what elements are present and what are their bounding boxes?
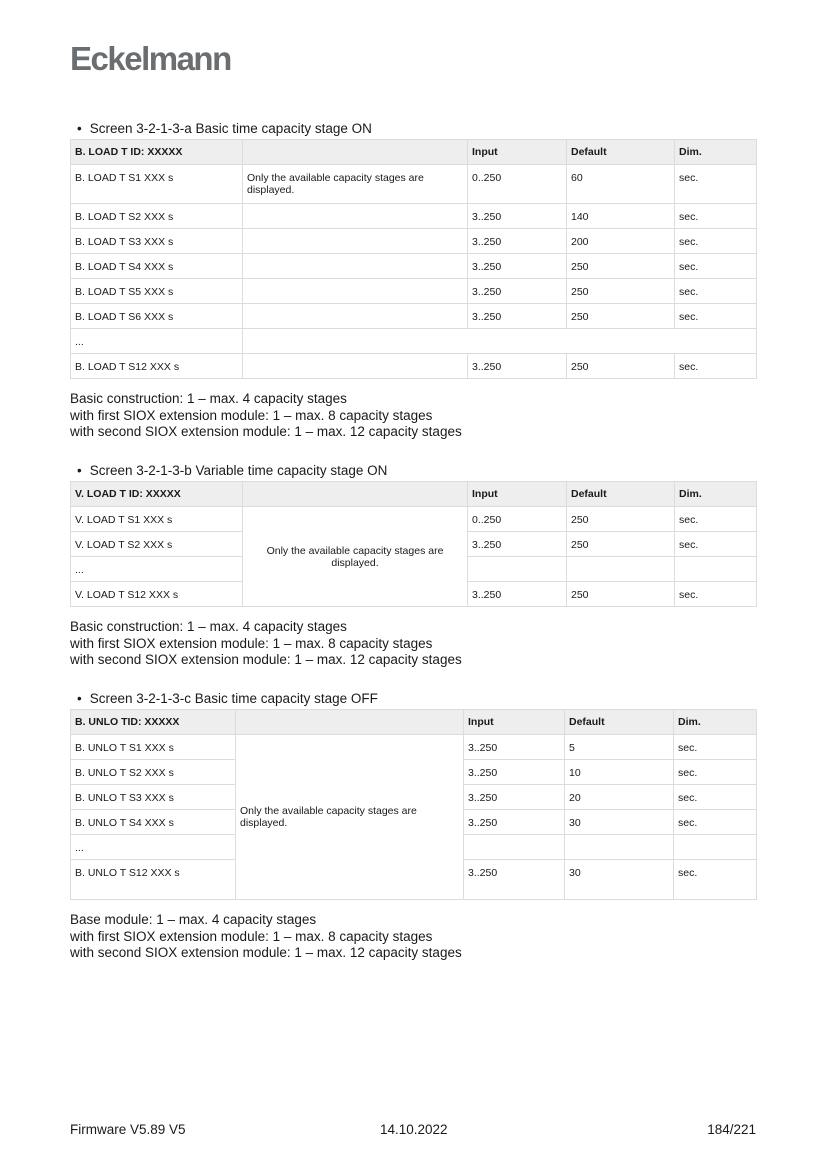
ellipsis: ... <box>71 557 243 582</box>
header-cell: Input <box>468 482 567 507</box>
note-line: with second SIOX extension module: 1 – max. 12 capacity stages <box>70 652 462 667</box>
row-default: 5 <box>565 735 674 760</box>
table-variable-time-on <box>70 481 757 607</box>
footer-page-number: 184/221 <box>707 1122 756 1137</box>
row-input: 3..250 <box>468 204 567 229</box>
note-line: with first SIOX extension module: 1 – max. 8 capacity stages <box>70 407 433 423</box>
row-dim: sec. <box>674 860 757 900</box>
note-line: with first SIOX extension module: 1 – max. 8 capacity stages <box>70 928 433 944</box>
row-dim: sec. <box>675 229 757 254</box>
row-comment: Only the available capacity stages are displayed. <box>243 165 468 204</box>
row-input: 3..250 <box>468 279 567 304</box>
row-dim: sec. <box>675 304 757 329</box>
table-header-row <box>71 482 757 507</box>
row-label: B. UNLO T S3 XXX s <box>71 785 236 810</box>
row-default: 30 <box>565 810 674 835</box>
table-row <box>71 304 757 329</box>
header-cell: Default <box>567 482 675 507</box>
row-comment: Only the available capacity stages are displayed. <box>236 735 464 900</box>
bullet-icon: • <box>77 463 82 478</box>
section-a-heading <box>77 121 372 136</box>
bullet-icon: • <box>77 121 82 136</box>
header-cell: Input <box>468 140 567 165</box>
table-basic-time-off <box>70 709 757 900</box>
row-default: 250 <box>567 582 675 607</box>
row-label: B. LOAD T S6 XXX s <box>71 304 243 329</box>
table-row <box>71 229 757 254</box>
row-label: B. LOAD T S1 XXX s <box>71 165 243 204</box>
row-default: 20 <box>565 785 674 810</box>
note-line: Base module: 1 – max. 4 capacity stages <box>70 912 317 927</box>
table-row <box>71 279 757 304</box>
row-label: B. UNLO T S2 XXX s <box>71 760 236 785</box>
row-input: 3..250 <box>468 354 567 379</box>
section-b-title: Screen 3-2-1-3-b Variable time capacity stage ON <box>89 463 388 478</box>
header-cell: Input <box>464 710 565 735</box>
row-label: B. UNLO T S1 XXX s <box>71 735 236 760</box>
row-label: B. LOAD T S4 XXX s <box>71 254 243 279</box>
note-line: Basic construction: 1 – max. 4 capacity stages <box>70 619 347 634</box>
footer-date: 14.10.2022 <box>380 1122 448 1137</box>
row-input: 3..250 <box>464 785 565 810</box>
table-row <box>71 735 757 760</box>
ellipsis: ... <box>71 835 236 860</box>
row-input: 0..250 <box>468 507 567 532</box>
row-input: 3..250 <box>464 860 565 900</box>
table-row <box>71 354 757 379</box>
row-default: 140 <box>567 204 675 229</box>
header-cell <box>236 710 464 735</box>
row-default: 250 <box>567 532 675 557</box>
ellipsis: ... <box>71 329 243 354</box>
row-default: 250 <box>567 354 675 379</box>
row-default: 200 <box>567 229 675 254</box>
note-line: Basic construction: 1 – max. 4 capacity stages <box>70 391 347 406</box>
note-line: with first SIOX extension module: 1 – max. 8 capacity stages <box>70 635 433 651</box>
header-cell: B. UNLO TID: XXXXX <box>71 710 236 735</box>
row-input: 3..250 <box>468 304 567 329</box>
section-c-heading <box>77 691 378 706</box>
row-default: 250 <box>567 254 675 279</box>
row-dim: sec. <box>674 760 757 785</box>
header-cell <box>243 140 468 165</box>
header-cell: Default <box>565 710 674 735</box>
row-input: 3..250 <box>468 532 567 557</box>
row-default: 250 <box>567 304 675 329</box>
table-row <box>71 165 757 204</box>
row-dim: sec. <box>674 810 757 835</box>
row-input: 3..250 <box>464 810 565 835</box>
row-label: B. LOAD T S2 XXX s <box>71 204 243 229</box>
table-row-ellipsis <box>71 329 757 354</box>
header-cell: B. LOAD T ID: XXXXX <box>71 140 243 165</box>
table-row <box>71 204 757 229</box>
row-default: 30 <box>565 860 674 900</box>
row-default: 250 <box>567 279 675 304</box>
row-dim: sec. <box>675 532 757 557</box>
row-label: V. LOAD T S1 XXX s <box>71 507 243 532</box>
section-b-notes <box>70 619 462 669</box>
header-cell <box>243 482 468 507</box>
section-c-title: Screen 3-2-1-3-c Basic time capacity stage OFF <box>89 691 378 706</box>
row-label: B. UNLO T S12 XXX s <box>71 860 236 900</box>
table-basic-time-on <box>70 139 757 379</box>
table-row <box>71 254 757 279</box>
header-cell: Dim. <box>674 710 757 735</box>
row-input: 3..250 <box>468 229 567 254</box>
section-a-notes <box>70 391 462 441</box>
row-default: 10 <box>565 760 674 785</box>
row-default: 60 <box>567 165 675 204</box>
row-comment: Only the available capacity stages are displayed. <box>243 507 468 607</box>
row-label: B. LOAD T S3 XXX s <box>71 229 243 254</box>
note-line: with second SIOX extension module: 1 – max. 12 capacity stages <box>70 424 462 439</box>
table-header-row <box>71 140 757 165</box>
bullet-icon: • <box>77 691 82 706</box>
row-input: 3..250 <box>468 254 567 279</box>
header-cell: Default <box>567 140 675 165</box>
row-dim: sec. <box>674 785 757 810</box>
row-dim: sec. <box>675 165 757 204</box>
row-input: 3..250 <box>468 582 567 607</box>
row-label: V. LOAD T S2 XXX s <box>71 532 243 557</box>
section-c-notes <box>70 912 462 962</box>
row-input: 0..250 <box>468 165 567 204</box>
row-label: V. LOAD T S12 XXX s <box>71 582 243 607</box>
section-b-heading <box>77 463 387 478</box>
row-dim: sec. <box>675 254 757 279</box>
header-cell: Dim. <box>675 482 757 507</box>
row-input: 3..250 <box>464 760 565 785</box>
row-dim: sec. <box>675 582 757 607</box>
section-a-title: Screen 3-2-1-3-a Basic time capacity stage ON <box>89 121 372 136</box>
row-dim: sec. <box>675 204 757 229</box>
row-default: 250 <box>567 507 675 532</box>
row-label: B. LOAD T S12 XXX s <box>71 354 243 379</box>
table-header-row <box>71 710 757 735</box>
header-cell: Dim. <box>675 140 757 165</box>
table-row <box>71 507 757 532</box>
row-dim: sec. <box>675 507 757 532</box>
row-input: 3..250 <box>464 735 565 760</box>
row-label: B. UNLO T S4 XXX s <box>71 810 236 835</box>
row-dim: sec. <box>675 279 757 304</box>
note-line: with second SIOX extension module: 1 – max. 12 capacity stages <box>70 945 462 960</box>
row-label: B. LOAD T S5 XXX s <box>71 279 243 304</box>
eckelmann-logo: Eckelmann <box>70 40 231 77</box>
footer-firmware: Firmware V5.89 V5 <box>70 1122 186 1137</box>
row-dim: sec. <box>674 735 757 760</box>
row-dim: sec. <box>675 354 757 379</box>
header-cell: V. LOAD T ID: XXXXX <box>71 482 243 507</box>
